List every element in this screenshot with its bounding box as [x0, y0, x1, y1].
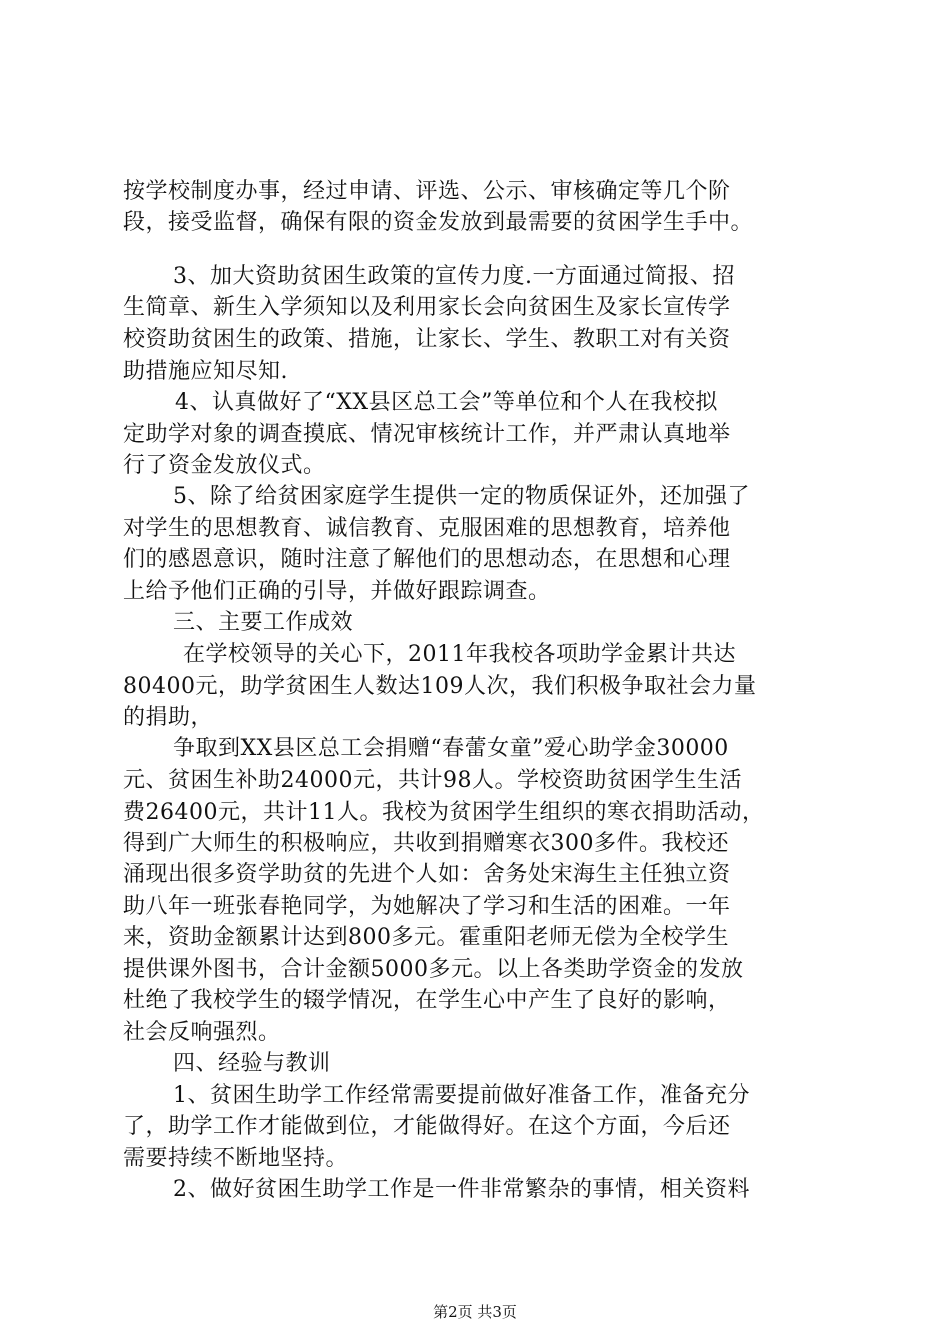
text-line: 3、加大资助贫困生政策的宣传力度.一方面通过简报、招 [173, 264, 735, 289]
text-line: 按学校制度办事，经过申请、评选、公示、审核确定等几个阶 [123, 179, 731, 204]
text-line: 助八年一班张春艳同学，为她解决了学习和生活的困难。一年 [123, 894, 731, 919]
text-line: 提供课外图书，合计金额5000多元。以上各类助学资金的发放 [123, 957, 744, 982]
text-line: 5、除了给贫困家庭学生提供一定的物质保证外，还加强了 [173, 484, 750, 509]
text-line: 段，接受监督，确保有限的资金发放到最需要的贫困学生手中。 [123, 210, 754, 235]
text-line: 元、贫困生补助24000元，共计98人。学校资助贫困学生生活 [123, 768, 742, 793]
text-line: 来，资助金额累计达到800多元。霍重阳老师无偿为全校学生 [123, 925, 729, 950]
text-line: 的捐助， [123, 705, 214, 730]
text-line: 杜绝了我校学生的辍学情况，在学生心中产生了良好的影响， [123, 988, 731, 1013]
text-line: 费26400元，共计11人。我校为贫困学生组织的寒衣捐助活动， [123, 800, 765, 825]
text-line: 上给予他们正确的引导，并做好跟踪调查。 [123, 579, 551, 604]
text-line: 社会反响强烈。 [123, 1020, 281, 1045]
text-line: 4、认真做好了“XX县区总工会”等单位和个人在我校拟 [175, 390, 718, 415]
text-line: 对学生的思想教育、诚信教育、克服困难的思想教育，培养他 [123, 516, 731, 541]
text-line: 校资助贫困生的政策、措施，让家长、学生、教职工对有关资 [123, 327, 731, 352]
section-heading: 四、经验与教训 [173, 1051, 331, 1076]
text-line: 争取到XX县区总工会捐赠“春蕾女童”爱心助学金30000 [173, 736, 729, 761]
page-footer: 第2页 共3页 [433, 1303, 517, 1321]
text-line: 80400元，助学贫困生人数达109人次，我们积极争取社会力量 [123, 674, 757, 699]
text-line: 1、贫困生助学工作经常需要提前做好准备工作，准备充分 [173, 1083, 750, 1108]
text-line: 2、做好贫困生助学工作是一件非常繁杂的事情，相关资料 [173, 1177, 750, 1202]
text-line: 行了资金发放仪式。 [123, 453, 326, 478]
text-line: 生简章、新生入学须知以及利用家长会向贫困生及家长宣传学 [123, 295, 731, 320]
text-line: 在学校领导的关心下，2011年我校各项助学金累计共达 [183, 642, 736, 667]
text-line: 了，助学工作才能做到位，才能做得好。在这个方面，今后还 [123, 1114, 731, 1139]
text-line: 涌现出很多资学助贫的先进个人如：舍务处宋海生主任独立资 [123, 862, 731, 887]
text-line: 们的感恩意识，随时注意了解他们的思想动态，在思想和心理 [123, 547, 731, 572]
section-heading: 三、主要工作成效 [173, 610, 354, 635]
text-line: 定助学对象的调查摸底、情况审核统计工作，并严肃认真地举 [123, 422, 731, 447]
text-line: 助措施应知尽知. [123, 359, 288, 384]
text-line: 需要持续不断地坚持。 [123, 1146, 349, 1171]
text-line: 得到广大师生的积极响应，共收到捐赠寒衣300多件。我校还 [123, 831, 729, 856]
